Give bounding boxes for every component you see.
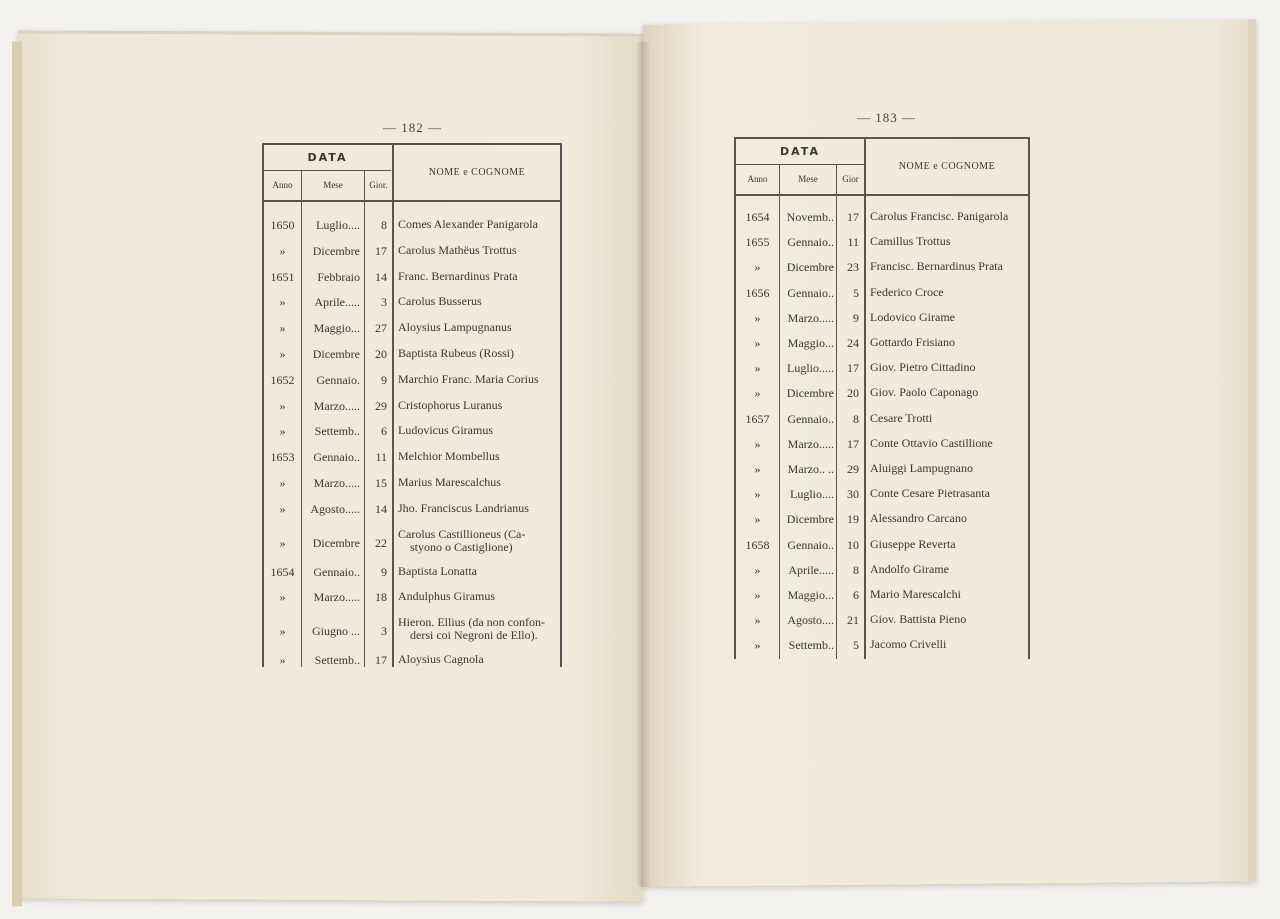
- mese-cell: Dicembre: [786, 512, 834, 527]
- mese-cell: Gennaio..: [787, 537, 834, 552]
- giorno-cell: 9: [853, 310, 859, 325]
- giorno-cell: 30: [847, 487, 859, 502]
- anno-cell: 1652: [270, 372, 295, 387]
- mese-cell: Luglio....: [790, 487, 834, 502]
- table-row: [264, 347, 560, 363]
- giorno-cell: 20: [847, 386, 859, 401]
- giorno-cell: 17: [847, 210, 859, 224]
- mese-cell: Gennaio..: [313, 450, 360, 465]
- table-row: [264, 653, 560, 669]
- register-table-left: [262, 143, 562, 667]
- nome-cell: Mario Marescalchi: [870, 587, 961, 601]
- giorno-cell: 19: [847, 512, 859, 527]
- giorno-cell: 24: [847, 336, 859, 350]
- giorno-cell: 6: [853, 588, 859, 602]
- giorno-cell: 21: [847, 613, 859, 628]
- mese-header: Mese: [323, 180, 343, 190]
- nome-header: NOME e COGNOME: [898, 161, 996, 172]
- giorno-cell: 22: [375, 535, 387, 550]
- table-row: [736, 210, 1028, 226]
- mese-cell: Marzo.....: [787, 436, 834, 451]
- nome-cell: Baptista Lonatta: [398, 563, 477, 578]
- mese-cell: Marzo.....: [787, 310, 834, 325]
- mese-cell: Settemb..: [314, 424, 360, 439]
- mese-cell: Maggio...: [313, 321, 360, 336]
- giorno-cell: 17: [847, 436, 859, 451]
- giorno-cell: 14: [375, 269, 387, 284]
- anno-cell: »: [754, 336, 761, 350]
- table-row: [264, 565, 560, 581]
- anno-cell: »: [279, 624, 286, 639]
- table-row: [264, 450, 560, 466]
- nome-cell: Andulphus Giramus: [398, 589, 495, 604]
- data-header: DATA: [264, 145, 391, 171]
- giorno-cell: 10: [847, 537, 859, 552]
- nome-cell: Comes Alexander Panigarola: [398, 217, 538, 231]
- table-row: [264, 528, 560, 562]
- giorno-cell: 20: [375, 347, 387, 361]
- anno-cell: »: [754, 386, 761, 401]
- giorno-cell: 11: [375, 450, 387, 465]
- table-row: [736, 311, 1028, 327]
- mese-cell: Febbraio: [317, 269, 360, 284]
- giorno-cell: 8: [853, 562, 859, 577]
- nome-cell-continued: dersi coi Negroni de Ello).: [410, 628, 538, 643]
- table-row: [736, 638, 1028, 654]
- table-row: [736, 613, 1028, 629]
- nome-cell: Cristophorus Luranus: [398, 397, 503, 412]
- nome-cell: Franc. Bernardinus Prata: [398, 268, 518, 283]
- giorno-cell: 17: [847, 361, 859, 376]
- table-row: [264, 321, 560, 337]
- table-row: [264, 244, 560, 260]
- table-row: [736, 512, 1028, 528]
- anno-cell: 1656: [745, 285, 770, 300]
- nome-cell: Andolfo Girame: [870, 561, 949, 576]
- anno-cell: »: [279, 501, 286, 516]
- mese-cell: Dicembre: [786, 260, 834, 275]
- table-row: [736, 538, 1028, 554]
- anno-cell: »: [754, 462, 761, 476]
- giorno-cell: 17: [375, 243, 387, 258]
- anno-cell: »: [279, 424, 286, 439]
- mese-cell: Luglio.....: [787, 361, 834, 376]
- table-row: [264, 616, 560, 650]
- mese-cell: Novemb..: [786, 210, 834, 224]
- nome-cell: Baptista Rubeus (Rossi): [398, 346, 514, 360]
- nome-cell: Giov. Pietro Cittadino: [870, 360, 976, 375]
- mese-cell: Aprile.....: [314, 295, 360, 310]
- nome-cell: Francisc. Bernardinus Prata: [870, 259, 1003, 274]
- giorno-cell: 5: [853, 285, 859, 300]
- table-row: [264, 295, 560, 311]
- anno-cell: »: [754, 361, 761, 376]
- nome-cell-continued: styono o Castiglione): [410, 539, 513, 554]
- anno-cell: »: [279, 535, 286, 550]
- anno-cell: 1651: [270, 269, 295, 284]
- giorno-cell: 8: [853, 411, 859, 426]
- giorno-cell: 5: [853, 638, 859, 653]
- giorno-cell: 6: [381, 424, 387, 439]
- anno-cell: 1655: [745, 235, 770, 250]
- table-row: [264, 373, 560, 389]
- anno-cell: 1658: [745, 537, 770, 552]
- table-row: [736, 235, 1028, 251]
- anno-cell: »: [279, 243, 286, 258]
- mese-cell: Gennaio.: [316, 372, 360, 387]
- table-row: [736, 361, 1028, 377]
- nome-cell: Carolus Francisc. Panigarola: [870, 209, 1009, 223]
- table-row: [264, 270, 560, 286]
- giorno-cell: 8: [381, 218, 387, 232]
- anno-cell: »: [754, 588, 761, 602]
- table-row: [736, 563, 1028, 579]
- nome-cell: Ludovicus Giramus: [398, 423, 493, 438]
- anno-cell: »: [754, 562, 761, 577]
- table-row: [736, 260, 1028, 276]
- mese-header: Mese: [798, 174, 818, 184]
- table-row: [264, 476, 560, 492]
- nome-cell: Aloysius Cagnola: [398, 652, 484, 667]
- mese-cell: Maggio...: [787, 588, 834, 602]
- mese-cell: Agosto....: [787, 613, 834, 628]
- giorno-cell: 9: [381, 564, 387, 579]
- mese-cell: Dicembre: [312, 535, 360, 550]
- anno-cell: »: [754, 613, 761, 628]
- anno-cell: 1650: [270, 218, 295, 232]
- nome-cell: Carolus Castillioneus (Ca-: [398, 526, 526, 541]
- anno-cell: 1657: [745, 411, 770, 426]
- mese-cell: Gennaio..: [313, 564, 360, 579]
- giorno-cell: 23: [847, 260, 859, 275]
- nome-cell: Marchio Franc. Maria Corius: [398, 371, 539, 386]
- anno-cell: »: [279, 295, 286, 310]
- nome-cell: Federico Croce: [870, 284, 944, 299]
- anno-cell: 1654: [270, 564, 295, 579]
- nome-cell: Camillus Trottus: [870, 234, 951, 249]
- table-row: [736, 487, 1028, 503]
- anno-cell: »: [754, 487, 761, 502]
- book-gutter: [636, 42, 650, 887]
- nome-cell: Carolus Mathëus Trottus: [398, 242, 517, 257]
- anno-cell: »: [279, 321, 286, 336]
- anno-cell: »: [754, 436, 761, 451]
- anno-cell: »: [279, 398, 286, 413]
- nome-cell: Aloysius Lampugnanus: [398, 320, 512, 335]
- giorno-cell: 3: [381, 295, 387, 310]
- anno-cell: 1654: [745, 210, 770, 224]
- mese-cell: Agosto.....: [310, 501, 360, 516]
- nome-cell: Alessandro Carcano: [870, 511, 967, 526]
- table-row: [736, 412, 1028, 428]
- mese-cell: Dicembre: [786, 386, 834, 401]
- anno-cell: »: [754, 638, 761, 653]
- nome-cell: Giov. Paolo Caponago: [870, 385, 979, 400]
- nome-cell: Giov. Battista Pieno: [870, 612, 967, 627]
- anno-cell: 1653: [270, 450, 295, 465]
- table-row: [736, 437, 1028, 453]
- anno-header: Anno: [272, 180, 293, 190]
- nome-header: NOME e COGNOME: [428, 167, 526, 178]
- mese-cell: Aprile.....: [788, 562, 834, 577]
- nome-cell: Jacomo Crivelli: [870, 637, 947, 652]
- table-row: [264, 218, 560, 234]
- mese-cell: Marzo.....: [313, 398, 360, 413]
- table-row: [264, 399, 560, 415]
- anno-cell: »: [279, 653, 286, 668]
- nome-cell: Cesare Trotti: [870, 410, 933, 425]
- giorno-cell: 29: [847, 462, 859, 476]
- giorno-cell: 29: [375, 398, 387, 413]
- mese-cell: Gennaio..: [787, 411, 834, 426]
- mese-cell: Gennaio..: [787, 235, 834, 250]
- table-row: [264, 502, 560, 518]
- nome-cell: Hieron. Ellius (da non confon-: [398, 615, 545, 630]
- table-row: [736, 386, 1028, 402]
- nome-cell: Marius Marescalchus: [398, 475, 501, 489]
- giorno-cell: 15: [375, 476, 387, 490]
- table-row: [736, 462, 1028, 478]
- nome-cell: Giuseppe Reverta: [870, 536, 956, 551]
- nome-cell: Jho. Franciscus Landrianus: [398, 500, 529, 515]
- table-row: [264, 424, 560, 440]
- mese-cell: Dicembre: [312, 243, 360, 258]
- nome-cell: Conte Cesare Pietrasanta: [870, 486, 990, 501]
- nome-cell: Melchior Mombellus: [398, 449, 500, 464]
- anno-cell: »: [279, 590, 286, 605]
- mese-cell: Settemb..: [788, 638, 834, 653]
- anno-cell: »: [279, 347, 286, 361]
- mese-cell: Dicembre: [312, 347, 360, 361]
- nome-cell: Carolus Busserus: [398, 294, 482, 309]
- page-number-right: — 183 —: [857, 110, 916, 125]
- table-row: [736, 336, 1028, 352]
- mese-cell: Luglio....: [316, 218, 360, 232]
- anno-cell: »: [754, 512, 761, 527]
- giorno-cell: 17: [375, 653, 387, 668]
- giorno-cell: 27: [375, 321, 387, 336]
- giorno-cell: 3: [381, 624, 387, 639]
- register-table-right: [734, 137, 1030, 659]
- giorno-cell: 11: [847, 235, 859, 250]
- giorno-cell: 14: [375, 501, 387, 516]
- anno-cell: »: [754, 260, 761, 275]
- mese-cell: Marzo.. ..: [787, 462, 834, 476]
- data-header: DATA: [736, 139, 864, 165]
- table-header: [264, 145, 560, 202]
- table-row: [264, 590, 560, 606]
- mese-cell: Giugno ...: [312, 624, 360, 639]
- mese-cell: Settemb..: [314, 653, 360, 668]
- nome-cell: Aluiggi Lampugnano: [870, 461, 973, 475]
- nome-cell: Conte Ottavio Castillione: [870, 435, 993, 450]
- nome-cell: Lodovico Girame: [870, 309, 955, 324]
- open-book: [18, 22, 1263, 902]
- table-row: [736, 588, 1028, 604]
- giorno-cell: 18: [375, 590, 387, 605]
- mese-cell: Marzo.....: [313, 590, 360, 605]
- gior-header: Gior: [842, 174, 859, 184]
- anno-cell: »: [279, 476, 286, 490]
- giorno-cell: 9: [381, 372, 387, 387]
- nome-cell: Gottardo Frisiano: [870, 335, 955, 349]
- mese-cell: Maggio...: [787, 336, 834, 350]
- mese-cell: Gennaio..: [787, 285, 834, 300]
- table-row: [736, 286, 1028, 302]
- anno-header: Anno: [747, 174, 768, 184]
- page-number-left: — 182 —: [383, 120, 442, 135]
- anno-cell: »: [754, 310, 761, 325]
- gior-header: Gior.: [369, 180, 388, 190]
- mese-cell: Marzo.....: [313, 476, 360, 490]
